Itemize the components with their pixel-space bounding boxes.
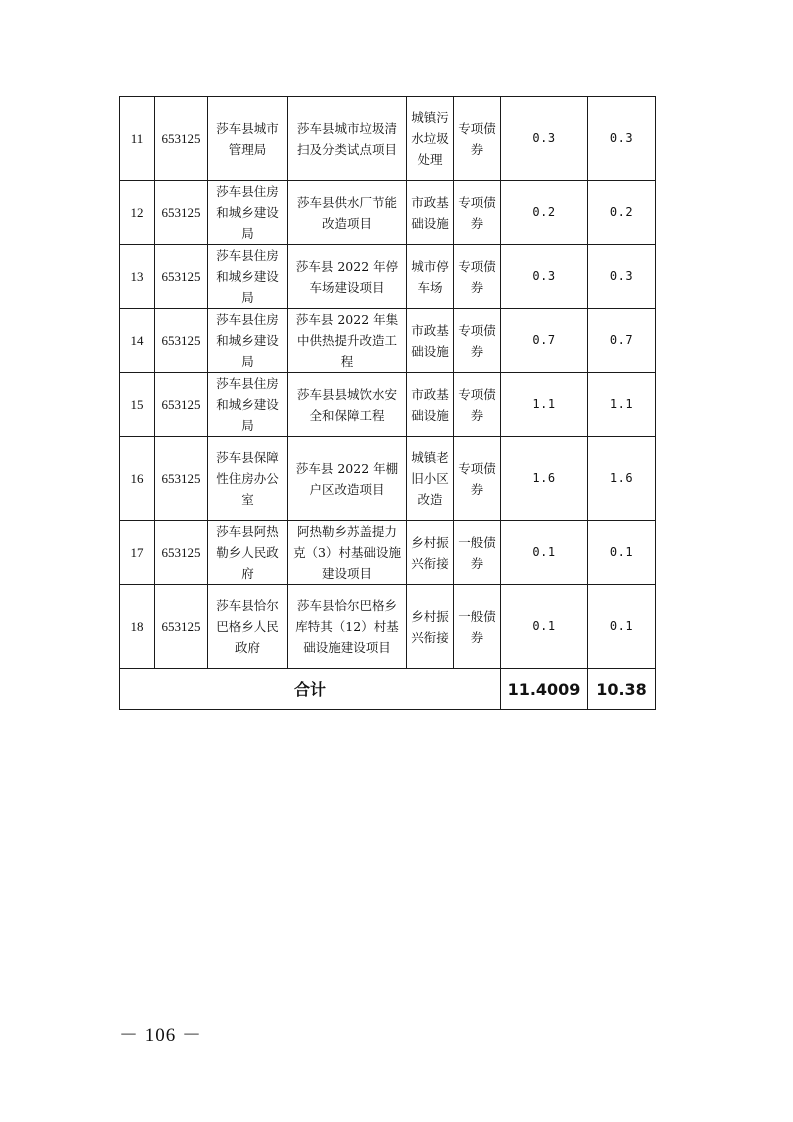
row-index: 17 [120, 521, 155, 585]
region-code: 653125 [155, 437, 208, 521]
unit-name: 莎车县阿热勒乡人民政府 [208, 521, 288, 585]
project-category: 乡村振兴衔接 [407, 585, 454, 669]
unit-name: 莎车县住房和城乡建设局 [208, 373, 288, 437]
total-amount-1: 11.4009 [501, 669, 588, 710]
amount-1: 0.1 [501, 521, 588, 585]
unit-name: 莎车县恰尔巴格乡人民政府 [208, 585, 288, 669]
row-index: 14 [120, 309, 155, 373]
table-row [120, 521, 656, 585]
amount-2: 0.7 [588, 309, 656, 373]
amount-2: 1.1 [588, 373, 656, 437]
unit-name: 莎车县住房和城乡建设局 [208, 309, 288, 373]
bond-type: 专项债券 [454, 181, 501, 245]
row-index: 13 [120, 245, 155, 309]
total-row [120, 669, 656, 710]
table-row [120, 309, 656, 373]
bond-type: 专项债券 [454, 245, 501, 309]
amount-2: 0.1 [588, 521, 656, 585]
project-category: 乡村振兴衔接 [407, 521, 454, 585]
unit-name: 莎车县住房和城乡建设局 [208, 245, 288, 309]
project-category: 市政基础设施 [407, 181, 454, 245]
amount-1: 0.3 [501, 97, 588, 181]
project-name: 莎车县供水厂节能改造项目 [288, 181, 407, 245]
amount-2: 0.1 [588, 585, 656, 669]
amount-1: 1.1 [501, 373, 588, 437]
project-name: 莎车县 2022 年棚户区改造项目 [288, 437, 407, 521]
amount-1: 0.1 [501, 585, 588, 669]
table-row [120, 585, 656, 669]
total-amount-2: 10.38 [588, 669, 656, 710]
amount-1: 0.2 [501, 181, 588, 245]
row-index: 11 [120, 97, 155, 181]
row-index: 12 [120, 181, 155, 245]
project-category: 城镇污水垃圾处理 [407, 97, 454, 181]
table-row [120, 181, 656, 245]
region-code: 653125 [155, 373, 208, 437]
project-name: 莎车县 2022 年集中供热提升改造工程 [288, 309, 407, 373]
region-code: 653125 [155, 309, 208, 373]
project-name: 莎车县恰尔巴格乡库特其（12）村基础设施建设项目 [288, 585, 407, 669]
project-category: 市政基础设施 [407, 373, 454, 437]
bond-type: 专项债券 [454, 97, 501, 181]
unit-name: 莎车县住房和城乡建设局 [208, 181, 288, 245]
region-code: 653125 [155, 521, 208, 585]
project-name: 阿热勒乡苏盖提力克（3）村基础设施建设项目 [288, 521, 407, 585]
bond-type: 专项债券 [454, 309, 501, 373]
unit-name: 莎车县城市管理局 [208, 97, 288, 181]
table-row [120, 437, 656, 521]
bond-type: 一般债券 [454, 585, 501, 669]
page-number: － 106 － [119, 1025, 203, 1046]
project-category: 城镇老旧小区改造 [407, 437, 454, 521]
table-row [120, 97, 656, 181]
project-category: 城市停车场 [407, 245, 454, 309]
row-index: 16 [120, 437, 155, 521]
region-code: 653125 [155, 585, 208, 669]
table-row [120, 245, 656, 309]
region-code: 653125 [155, 181, 208, 245]
total-label: 合计 [120, 669, 501, 710]
region-code: 653125 [155, 245, 208, 309]
bond-type: 专项债券 [454, 437, 501, 521]
amount-2: 1.6 [588, 437, 656, 521]
amount-2: 0.3 [588, 245, 656, 309]
project-category: 市政基础设施 [407, 309, 454, 373]
amount-2: 0.3 [588, 97, 656, 181]
bond-type: 专项债券 [454, 373, 501, 437]
project-name: 莎车县县城饮水安全和保障工程 [288, 373, 407, 437]
bond-type: 一般债券 [454, 521, 501, 585]
amount-2: 0.2 [588, 181, 656, 245]
row-index: 18 [120, 585, 155, 669]
project-name: 莎车县城市垃圾清扫及分类试点项目 [288, 97, 407, 181]
amount-1: 1.6 [501, 437, 588, 521]
region-code: 653125 [155, 97, 208, 181]
row-index: 15 [120, 373, 155, 437]
project-name: 莎车县 2022 年停车场建设项目 [288, 245, 407, 309]
amount-1: 0.7 [501, 309, 588, 373]
unit-name: 莎车县保障性住房办公室 [208, 437, 288, 521]
table-row [120, 373, 656, 437]
debt-project-table [119, 96, 656, 710]
amount-1: 0.3 [501, 245, 588, 309]
